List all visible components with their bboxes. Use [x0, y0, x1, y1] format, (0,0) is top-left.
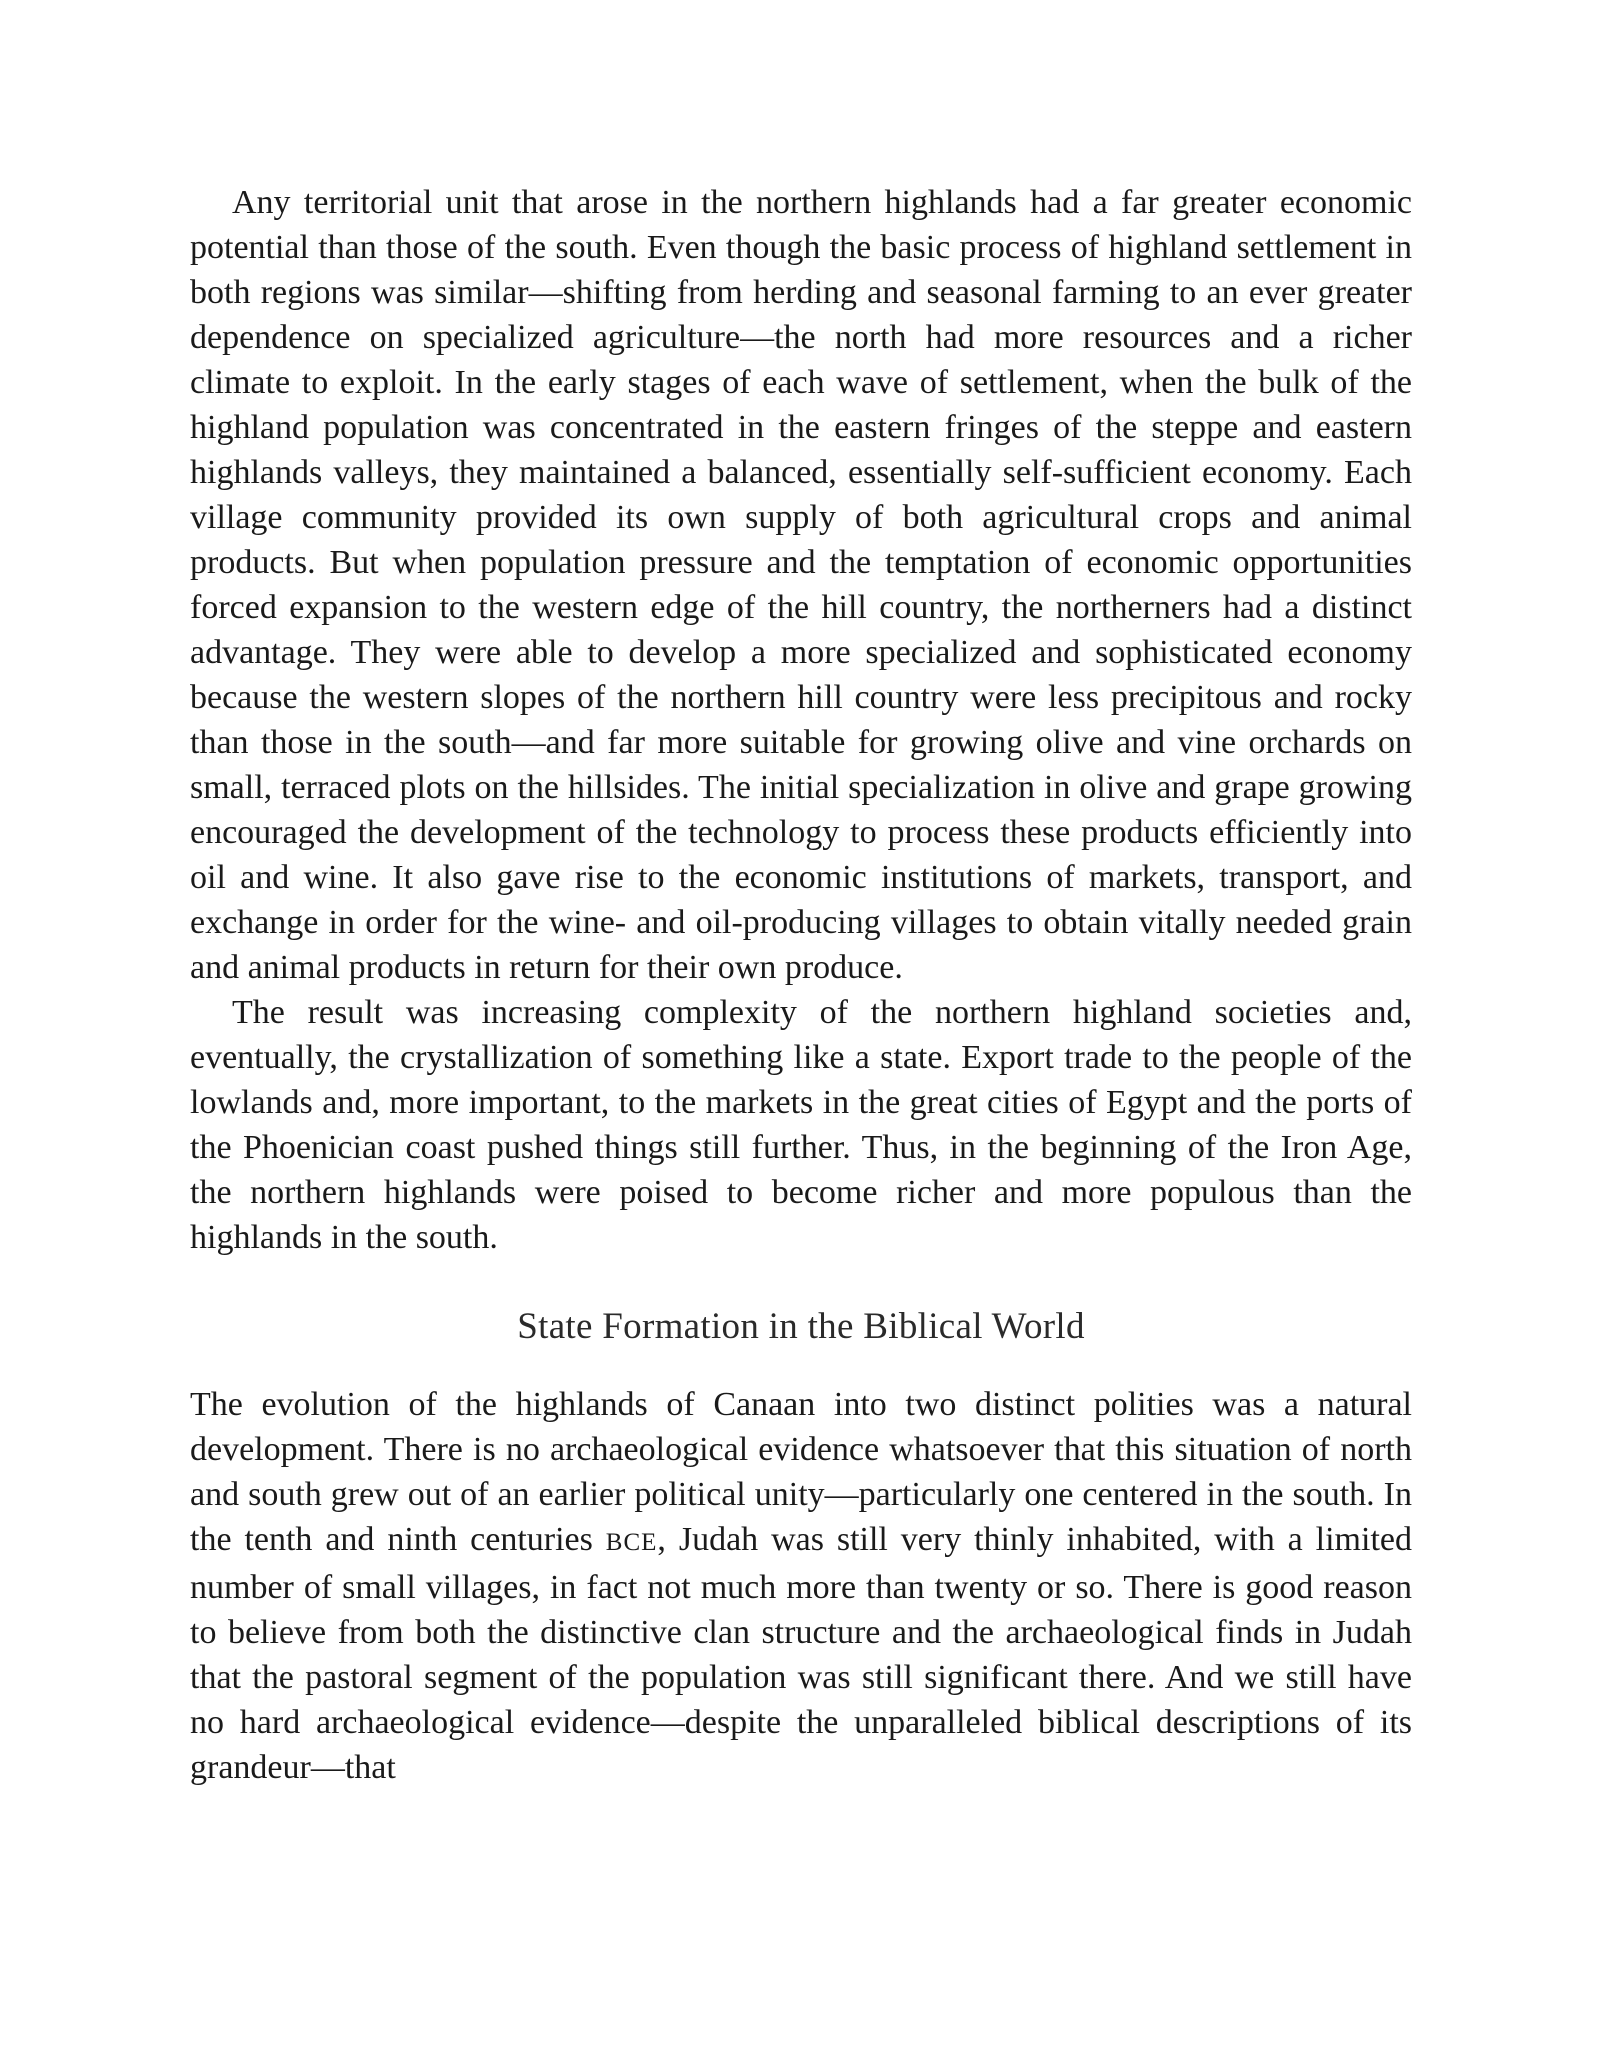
book-page: [190, 180, 1412, 1790]
body-paragraph-2: The result was increasing complexity of the northern highland societies and, eventually, the crystallization of something like a state. Export trade to the people of the lowlands and, more important, to the markets in the great cities of Egypt and the ports of the Phoenician coast pushed things still further. Thus, in the beginning of the Iron Age, the northern highlands were poised to become richer and more populous than the highlands in the south.: [190, 994, 1412, 1256]
body-paragraph-3: [190, 1382, 1412, 1790]
paragraph-3-text-start: The evolution of the highlands of Canaan into two distinct polities was a natural development. There is no archaeological evidence whatsoever that this situation of north and south grew out of an earlier political unity—particularly one centered in the south. In the tenth and ninth centuries: [190, 1386, 1412, 1558]
section-heading: State Formation in the Biblical World: [517, 1306, 1085, 1347]
era-abbreviation: BCE: [605, 1529, 658, 1556]
paragraph-3-text-end: , Judah was still very thinly inhabited, with a limited number of small villages, in fact not much more than twenty or so. There is good reason to believe from both the distinctive clan structure and the archaeological finds in Judah that the pastoral segment of the population was still significant there. And we still have no hard archaeological evidence—despite the unparalleled biblical descriptions of its grandeur—that: [190, 1521, 1412, 1786]
body-paragraph-1: Any territorial unit that arose in the northern highlands had a far greater economic potential than those of the south. Even though the basic process of highland settlement in both regions was similar—shifting from herding and seasonal farming to an ever greater dependence on specialized agriculture—the north had more resources and a richer climate to exploit. In the early stages of each wave of settlement, when the bulk of the highland population was concentrated in the eastern fringes of the steppe and eastern highlands valleys, they maintained a balanced, essentially self-sufficient economy. Each village community provided its own supply of both agricultural crops and animal products. But when population pressure and the temptation of economic opportunities forced expansion to the western edge of the hill country, the northerners had a distinct advantage. They were able to develop a more specialized and sophisticated economy because the western slopes of the northern hill country were less precipitous and rocky than those in the south—and far more suitable for growing olive and vine orchards on small, terraced plots on the hillsides. The initial specialization in olive and grape growing encouraged the development of the technology to process these products efficiently into oil and wine. It also gave rise to the economic institutions of markets, transport, and exchange in order for the wine- and oil-producing villages to obtain vitally needed grain and animal products in return for their own produce.: [190, 184, 1412, 986]
